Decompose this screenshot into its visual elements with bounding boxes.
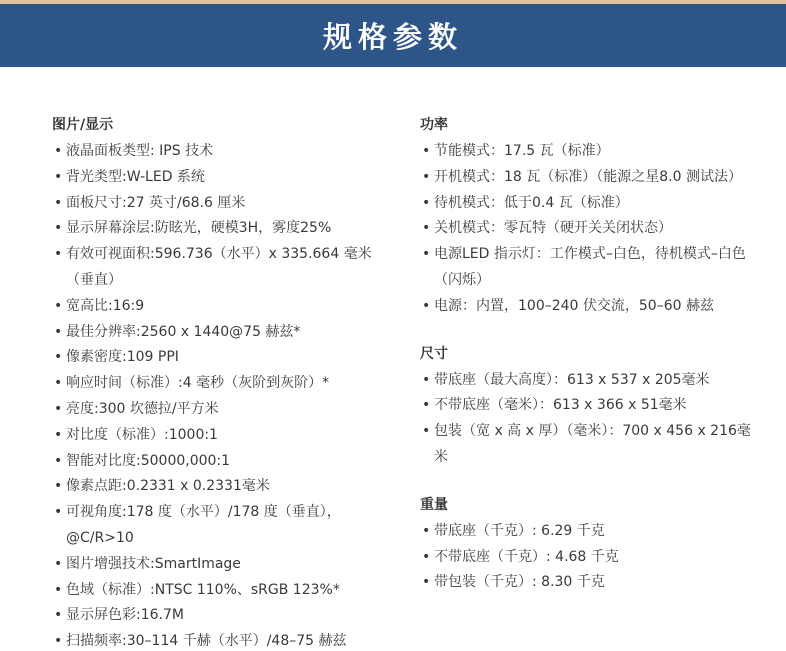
bullet-icon: • <box>54 323 63 340</box>
spec-item: • 宽高比:16:9 <box>52 294 392 320</box>
right-column <box>420 113 760 618</box>
spec-item: • 像素点距:0.2331 x 0.2331毫米 <box>52 474 392 500</box>
spec-item: • 面板尺寸:27 英寸/68.6 厘米 <box>52 191 392 217</box>
spec-item: • 背光类型:W-LED 系统 <box>52 165 392 191</box>
bullet-icon: • <box>422 246 431 263</box>
spec-item: • 电源：内置，100–240 伏交流，50–60 赫兹 <box>420 294 760 320</box>
bullet-icon: • <box>422 423 431 440</box>
spec-item: • 亮度:300 坎德拉/平方米 <box>52 397 392 423</box>
section-title: 功率 <box>420 117 448 133</box>
section-weight <box>420 493 760 596</box>
bullet-icon: • <box>422 397 431 414</box>
spec-item: • 像素密度:109 PPI <box>52 345 392 371</box>
bullet-icon: • <box>54 581 63 598</box>
spec-item: • 智能对比度:50000,000:1 <box>52 449 392 475</box>
spec-item: • 节能模式：17.5 瓦（标准） <box>420 139 760 165</box>
spec-item: • 最佳分辨率:2560 x 1440@75 赫兹* <box>52 320 392 346</box>
spec-item: • 扫描频率:30–114 千赫（水平）/48–75 赫兹 <box>52 629 392 651</box>
spec-item: • 可视角度:178 度（水平）/178 度（垂直），@C/R>10 <box>52 500 392 552</box>
bullet-icon: • <box>422 143 431 159</box>
spec-item: • 带包装（千克）: 8.30 千克 <box>420 570 760 596</box>
spec-item: • 色域（标准）:NTSC 110%、sRGB 123%* <box>52 578 392 604</box>
bullet-icon: • <box>54 297 63 314</box>
bullet-icon: • <box>422 220 431 237</box>
bullet-icon: • <box>54 220 63 237</box>
bullet-icon: • <box>54 555 63 572</box>
bullet-icon: • <box>54 400 63 417</box>
spec-item: • 包装（宽 x 高 x 厚）（毫米）：700 x 456 x 216毫米 <box>420 419 760 471</box>
bullet-icon: • <box>54 194 63 211</box>
bullet-icon: • <box>54 633 63 650</box>
left-column <box>52 113 392 651</box>
bullet-icon: • <box>54 478 63 495</box>
bullet-icon: • <box>54 504 63 521</box>
bullet-icon: • <box>54 426 63 443</box>
spec-item: • 不带底座（千克）: 4.68 千克 <box>420 545 760 571</box>
header-banner <box>0 4 786 67</box>
spec-item: • 显示屏色彩:16.7M <box>52 603 392 629</box>
section-title: 尺寸 <box>420 345 448 362</box>
section-title: 重量 <box>420 496 448 513</box>
page-title: 规格参数 <box>322 20 463 54</box>
bullet-icon: • <box>422 548 431 565</box>
spec-item: • 图片增强技术:SmartImage <box>52 552 392 578</box>
spec-item: • 响应时间（标准）:4 毫秒（灰阶到灰阶）* <box>52 371 392 397</box>
bullet-icon: • <box>54 452 63 469</box>
bullet-icon: • <box>422 194 431 211</box>
spec-item: • 液晶面板类型: IPS 技术 <box>52 139 392 165</box>
section-dimensions <box>420 342 760 471</box>
bullet-icon: • <box>54 607 63 624</box>
spec-item: • 关机模式：零瓦特（硬开关关闭状态） <box>420 216 760 242</box>
spec-item: • 有效可视面积:596.736（水平）x 335.664 毫米（垂直） <box>52 242 392 294</box>
spec-item: • 带底座（千克）: 6.29 千克 <box>420 519 760 545</box>
bullet-icon: • <box>54 246 63 263</box>
spec-item: • 对比度（标准）:1000:1 <box>52 423 392 449</box>
section-title: 图片/显示 <box>52 117 114 133</box>
bullet-icon: • <box>54 375 63 392</box>
spec-item: • 显示屏幕涂层:防眩光，硬模3H，雾度25% <box>52 216 392 242</box>
bullet-icon: • <box>422 168 431 185</box>
bullet-icon: • <box>422 574 431 591</box>
bullet-icon: • <box>54 349 63 366</box>
section-power <box>420 113 760 320</box>
spec-item: • 开机模式：18 瓦（标准）（能源之星8.0 测试法） <box>420 165 760 191</box>
bullet-icon: • <box>422 522 431 539</box>
bullet-icon: • <box>54 168 63 185</box>
spec-item: • 不带底座（毫米）：613 x 366 x 51毫米 <box>420 393 760 419</box>
spec-item: • 带底座（最大高度）：613 x 537 x 205毫米 <box>420 368 760 394</box>
bullet-icon: • <box>54 143 63 159</box>
spec-item: • 待机模式：低于0.4 瓦（标准） <box>420 191 760 217</box>
bullet-icon: • <box>422 371 431 388</box>
bullet-icon: • <box>422 297 431 314</box>
section-display <box>52 113 392 651</box>
spec-item: • 电源LED 指示灯：工作模式–白色，待机模式–白色（闪烁） <box>420 242 760 294</box>
